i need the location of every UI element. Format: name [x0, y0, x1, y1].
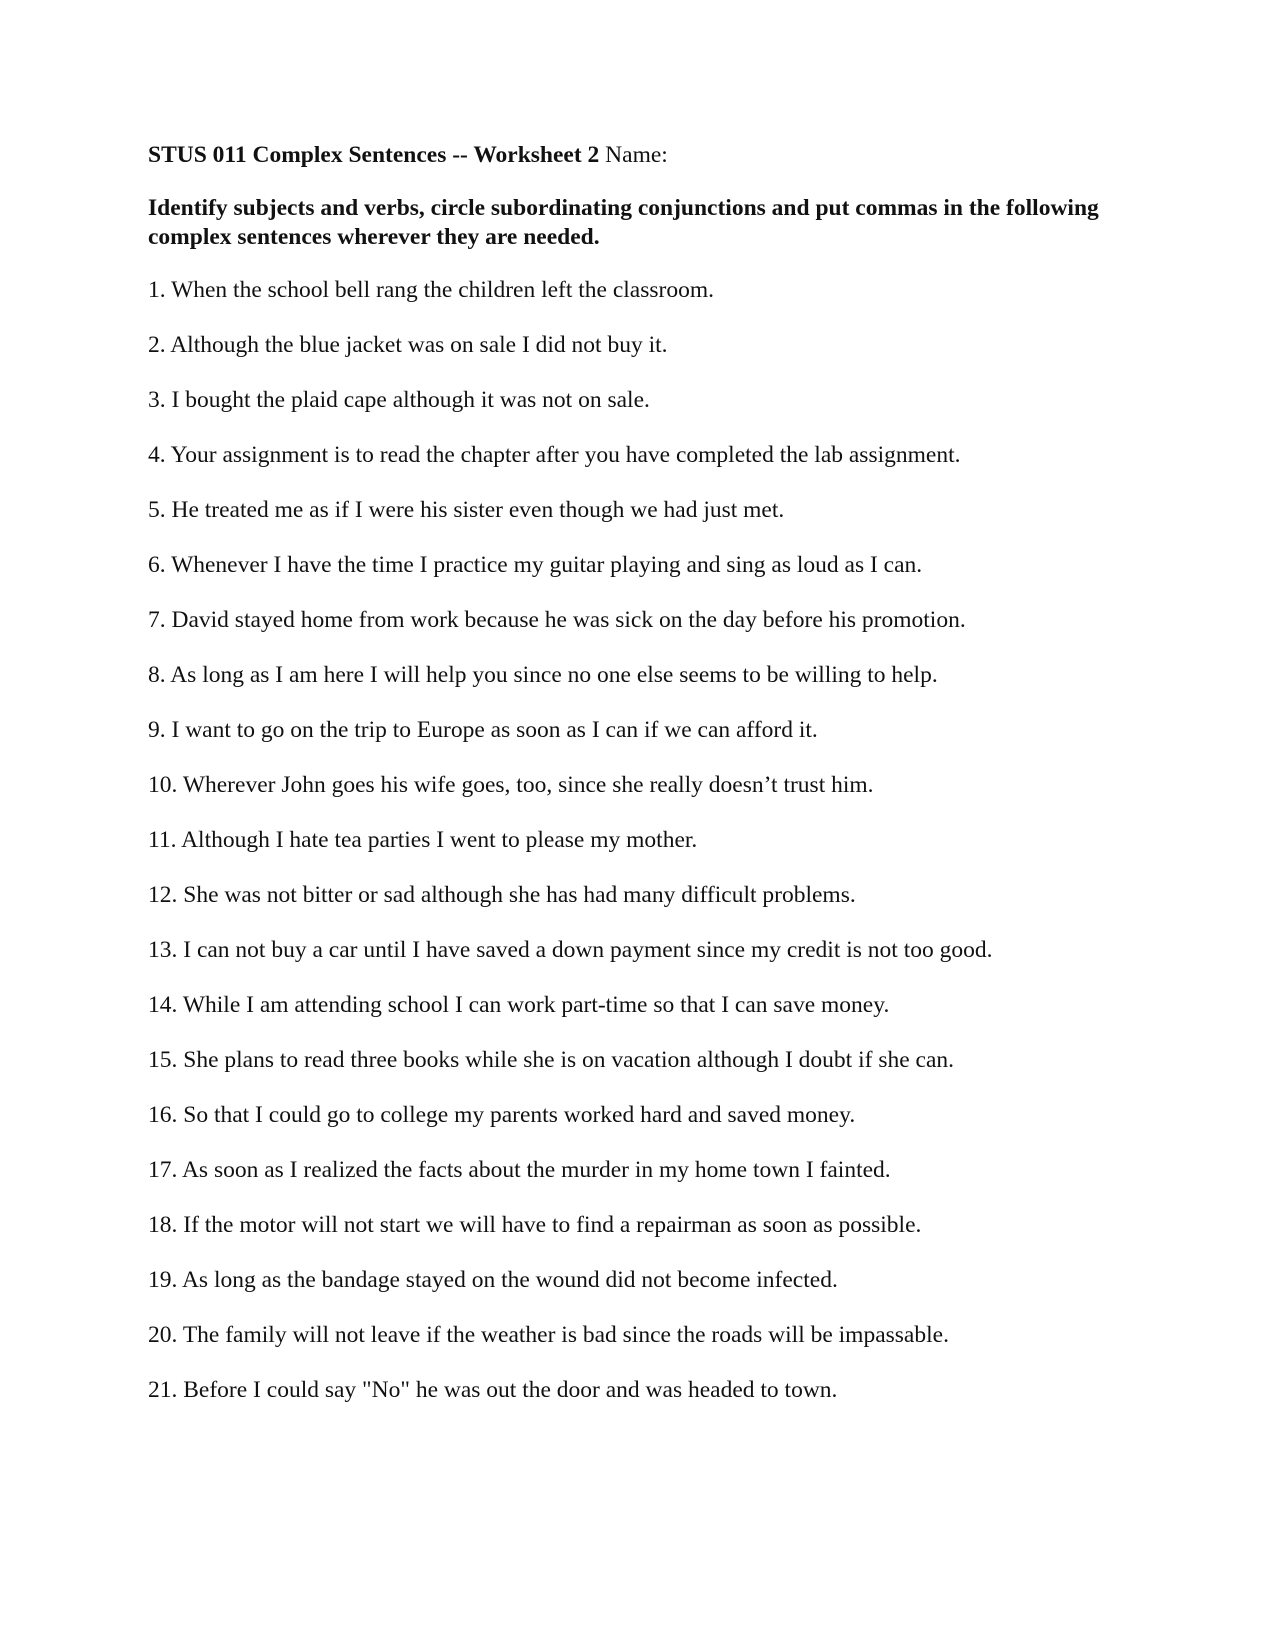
sentence-item: 1. When the school bell rang the children left the classroom. [148, 277, 715, 303]
sentence-item: 15. She plans to read three books while she is on vacation although I doubt if she can. [148, 1047, 954, 1073]
sentence-item: 7. David stayed home from work because he was sick on the day before his promotion. [148, 607, 966, 633]
worksheet-title [148, 140, 1148, 170]
sentence-item: 20. The family will not leave if the weather is bad since the roads will be impassable. [148, 1322, 949, 1348]
sentence-item: 21. Before I could say "No" he was out the door and was headed to town. [148, 1377, 838, 1403]
sentence-item: 10. Wherever John goes his wife goes, too, since she really doesn’t trust him. [148, 772, 874, 798]
worksheet-instructions: Identify subjects and verbs, circle subordinating conjunctions and put commas in the following complex sentences wherever they are needed. [148, 195, 1099, 250]
sentence-item: 9. I want to go on the trip to Europe as soon as I can if we can afford it. [148, 717, 818, 743]
name-label: Name: [605, 142, 668, 168]
sentence-item: 13. I can not buy a car until I have saved a down payment since my credit is not too good. [148, 937, 993, 963]
sentence-item: 11. Although I hate tea parties I went to please my mother. [148, 827, 698, 853]
sentence-item: 17. As soon as I realized the facts about the murder in my home town I fainted. [148, 1157, 891, 1183]
sentence-item: 2. Although the blue jacket was on sale I did not buy it. [148, 332, 668, 358]
sentence-item: 18. If the motor will not start we will have to find a repairman as soon as possible. [148, 1212, 922, 1238]
sentence-item: 16. So that I could go to college my parents worked hard and saved money. [148, 1102, 856, 1128]
sentence-item: 6. Whenever I have the time I practice my guitar playing and sing as loud as I can. [148, 552, 923, 578]
sentence-item: 5. He treated me as if I were his sister even though we had just met. [148, 497, 785, 523]
worksheet-page [148, 140, 1148, 1431]
sentence-item: 3. I bought the plaid cape although it was not on sale. [148, 387, 650, 413]
sentence-list [148, 276, 1148, 1405]
sentence-item: 14. While I am attending school I can work part-time so that I can save money. [148, 992, 890, 1018]
worksheet-title-text: STUS 011 Complex Sentences -- Worksheet 2 [148, 142, 600, 168]
sentence-item: 8. As long as I am here I will help you since no one else seems to be willing to help. [148, 662, 938, 688]
sentence-item: 12. She was not bitter or sad although she has had many difficult problems. [148, 882, 856, 908]
sentence-item: 4. Your assignment is to read the chapter after you have completed the lab assignment. [148, 442, 961, 468]
sentence-item: 19. As long as the bandage stayed on the wound did not become infected. [148, 1267, 838, 1293]
